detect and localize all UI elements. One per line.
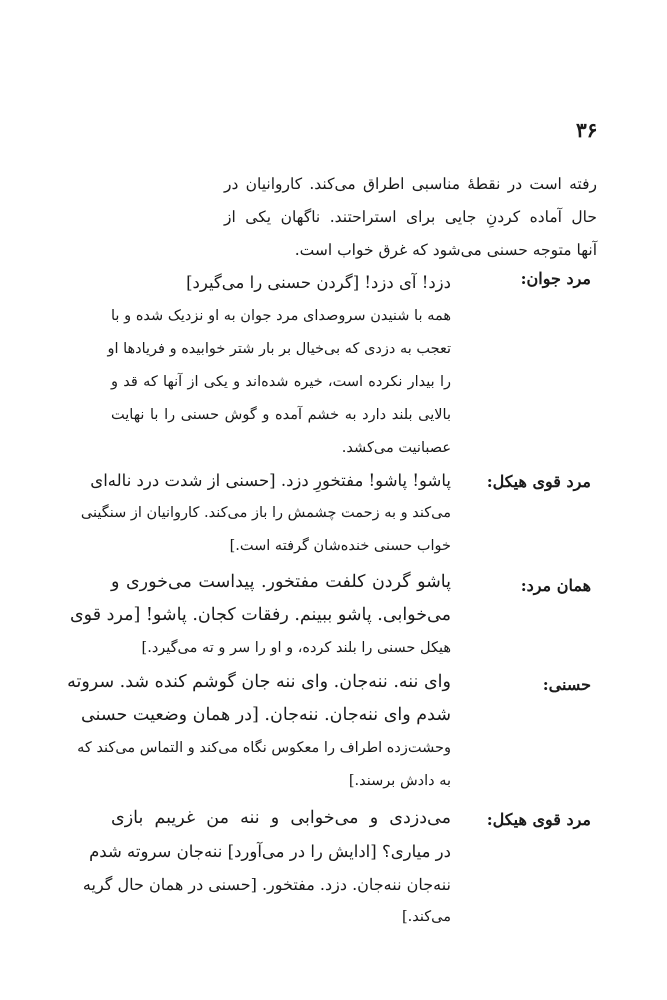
text-line: ننه‌جان ننه‌جان. دزد. مفتخور. [حسنی در همان حال گریه [82,875,451,894]
text-line: عصبانیت می‌کشد. [341,440,451,456]
text-line: همه با شنیدن سروصدای مرد جوان به او نزدیک شده و با [111,308,451,324]
speaker-label: همان مرد: [520,576,591,595]
text-line: آنها متوجه حسنی می‌شود که غرق خواب است. [294,241,597,259]
page-number: ۳۶ [576,118,598,142]
text-line: پاشو گردن کلفت مفتخور. پیداست می‌خوری و [111,572,451,592]
text-line: وحشت‌زده اطراف را معکوس نگاه می‌کند و التماس می‌کند که [77,740,451,756]
stage-direction [107,300,451,465]
speaker-label: مرد قوی هیکل: [486,810,591,829]
text-line: می‌دزدی و می‌خوابی و ننه من غریبم بازی [111,808,451,828]
dialogue-text [139,266,451,299]
dialogue-text [82,802,451,934]
text-line: هیکل حسنی را بلند کرده، و او را سر و ته می‌گیرد.] [141,640,451,656]
text-line: خواب حسنی خنده‌شان گرفته است.] [229,538,451,554]
text-line: بالایی بلند دارد به خشم آمده و گوش حسنی را با نهایت [111,407,451,423]
text-line: دزد! آی دزد! [گردن حسنی را می‌گیرد] [186,273,451,292]
text-line: حال آماده کردنِ جایی برای استراحتند. ناگهان یکی از [224,208,597,226]
text-line: تعجب به دزدی که بی‌خیال بر بار شتر خوابیده و فریادها او [107,341,451,357]
text-line: می‌کند و به زحمت چشمش را باز می‌کند. کاروانیان از سنگینی [80,505,451,521]
text-line: پاشو! پاشو! مفتخورِ دزد. [حسنی از شدت درد ناله‌ای [90,471,451,490]
speaker-label: مرد جوان: [520,269,591,288]
text-line: شدم وای ننه‌جان. ننه‌جان. [در همان وضعیت حسنی [81,705,451,725]
text-line: رفته است در نقطهٔ مناسبی اطراق می‌کند. کاروانیان در [224,175,597,193]
stage-direction-intro [224,168,597,267]
dialogue-text [67,666,451,798]
text-line: می‌کند.] [401,909,451,925]
text-line: وای ننه. ننه‌جان. وای ننه جان گوشم کنده شد. سروته [67,672,451,692]
speaker-label: حسنی: [542,675,591,694]
speaker-label: مرد قوی هیکل: [486,472,591,491]
text-line: در میاری؟ [ادایش را در می‌آورد] ننه‌جان سروته شدم [89,842,451,861]
text-line: را بیدار نکرده است، خیره شده‌اند و یکی از آنها که قد و [111,374,451,390]
dialogue-text [69,566,451,665]
dialogue-text [80,464,451,563]
text-line: می‌خوابی. پاشو ببینم. رفقات کجان. پاشو! [مرد قوی [69,605,451,625]
text-line: به دادش برسند.] [348,773,451,789]
